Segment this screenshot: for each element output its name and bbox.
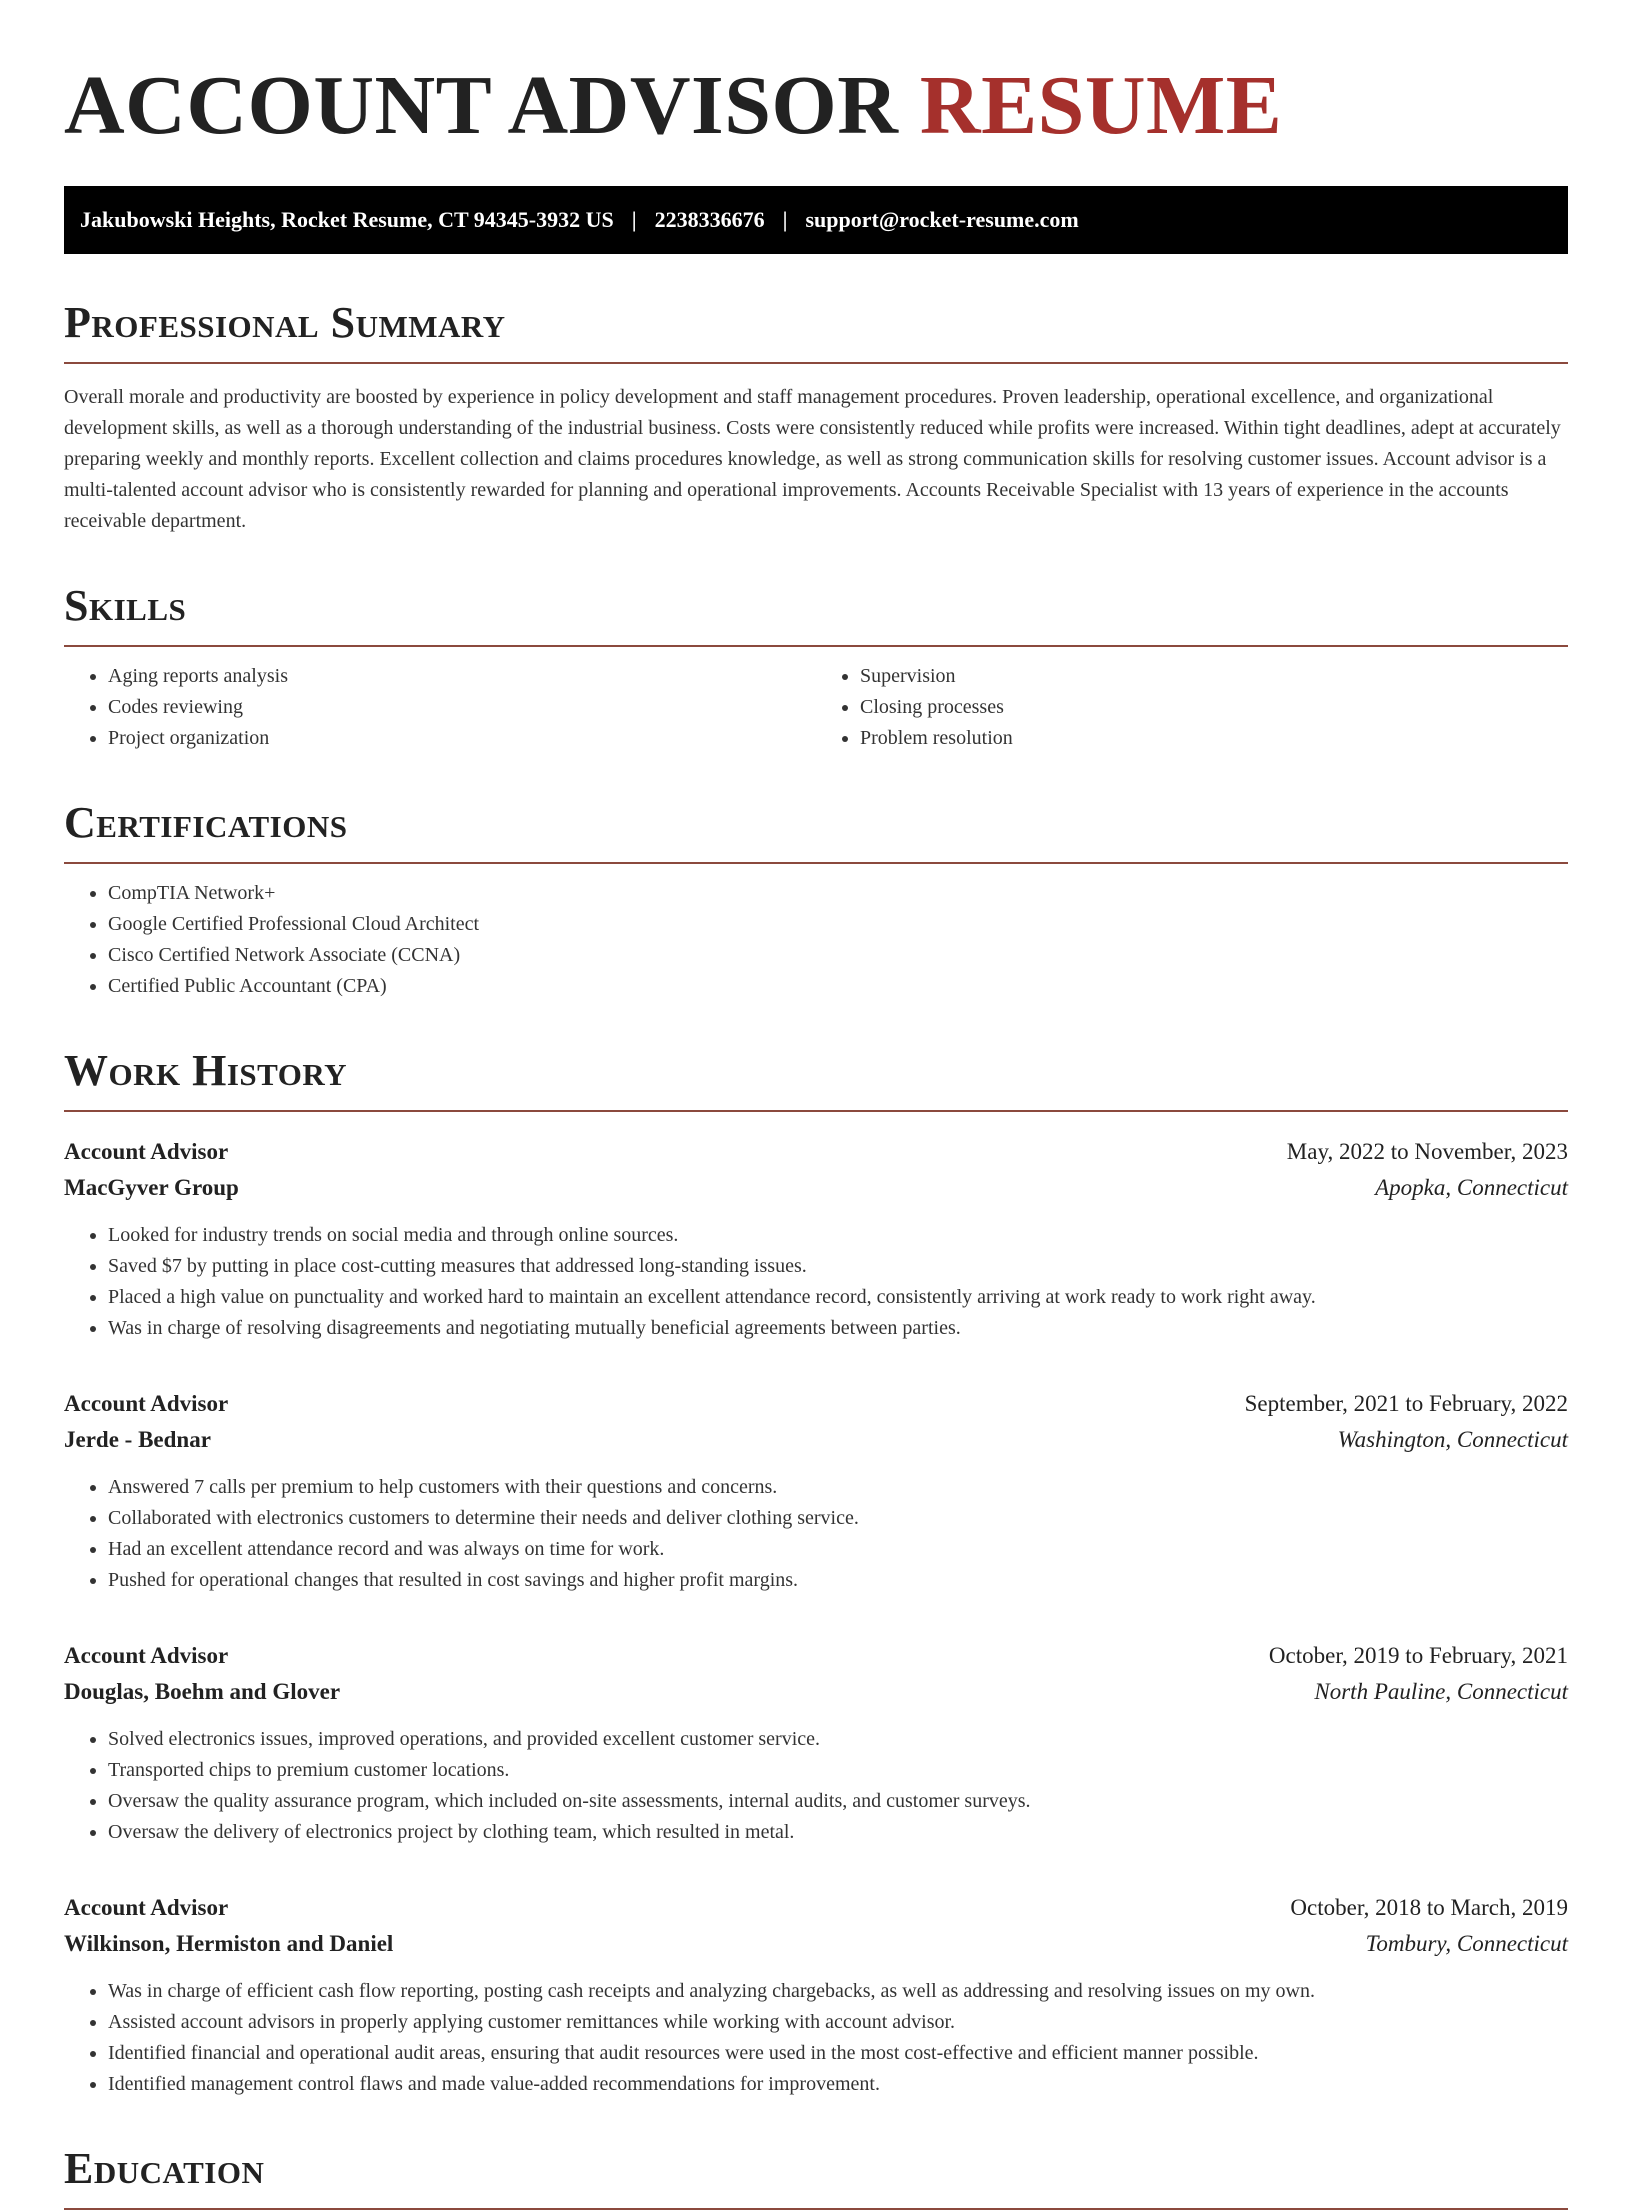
contact-phone: 2238336676 bbox=[654, 207, 765, 232]
summary-heading: Professional Summary bbox=[64, 298, 506, 347]
skills-heading: Skills bbox=[64, 581, 187, 630]
job-location: Tombury, Connecticut bbox=[1365, 1931, 1568, 1956]
skills-list-left bbox=[64, 661, 816, 754]
skill-item: • Problem resolution bbox=[860, 723, 1568, 754]
job-duty: • Placed a high value on punctuality and worked hard to maintain an excellent attendance record, consistently arriving at work ready to work right away. bbox=[108, 1282, 1568, 1313]
job-duty: • Saved $7 by putting in place cost-cutting measures that addressed long-standing issues. bbox=[108, 1251, 1568, 1282]
education-section bbox=[64, 2144, 1568, 2210]
skill-item: • Aging reports analysis bbox=[108, 661, 816, 692]
certifications-list bbox=[64, 878, 1568, 1002]
job-title: Account Advisor bbox=[64, 1391, 229, 1416]
job-dates: September, 2021 to February, 2022 bbox=[1244, 1391, 1568, 1416]
section-divider bbox=[64, 862, 1568, 864]
job-entry bbox=[64, 1890, 1568, 2100]
job-dates: October, 2019 to February, 2021 bbox=[1268, 1643, 1568, 1668]
job-duty: • Collaborated with electronics customers to determine their needs and deliver clothing service. bbox=[108, 1503, 1568, 1534]
certifications-heading: Certifications bbox=[64, 798, 348, 847]
skills-section bbox=[64, 581, 1568, 754]
job-duty: • Identified financial and operational audit areas, ensuring that audit resources were used in the most cost-effective and efficient manner possible. bbox=[108, 2038, 1568, 2069]
job-duty: • Was in charge of efficient cash flow reporting, posting cash receipts and analyzing chargebacks, as well as addressing and resolving issues on my own. bbox=[108, 1976, 1568, 2007]
certification-item: • Google Certified Professional Cloud Architect bbox=[108, 909, 1568, 940]
work-history-heading: Work History bbox=[64, 1046, 348, 1095]
work-history-section bbox=[64, 1046, 1568, 2100]
job-duties bbox=[64, 1976, 1568, 2100]
job-duty: • Identified management control flaws and made value-added recommendations for improvement. bbox=[108, 2069, 1568, 2100]
contact-email: support@rocket-resume.com bbox=[805, 207, 1079, 232]
contact-bar bbox=[64, 186, 1568, 254]
job-duty: • Oversaw the quality assurance program, which included on-site assessments, internal audits, and customer surveys. bbox=[108, 1786, 1568, 1817]
job-duty: • Oversaw the delivery of electronics project by clothing team, which resulted in metal. bbox=[108, 1817, 1568, 1848]
job-location: North Pauline, Connecticut bbox=[1314, 1679, 1568, 1704]
education-heading: Education bbox=[64, 2144, 265, 2193]
job-company: Wilkinson, Hermiston and Daniel bbox=[64, 1931, 394, 1956]
certification-item: • Cisco Certified Network Associate (CCNA) bbox=[108, 940, 1568, 971]
job-duty: • Assisted account advisors in properly applying customer remittances while working with account advisor. bbox=[108, 2007, 1568, 2038]
skill-item: • Codes reviewing bbox=[108, 692, 816, 723]
title-accent: RESUME bbox=[919, 59, 1283, 152]
job-entry bbox=[64, 1638, 1568, 1848]
job-entry bbox=[64, 1386, 1568, 1596]
job-company: Jerde - Bednar bbox=[64, 1427, 211, 1452]
skills-list-right bbox=[816, 661, 1568, 754]
job-dates: May, 2022 to November, 2023 bbox=[1286, 1139, 1568, 1164]
job-duty: • Was in charge of resolving disagreements and negotiating mutually beneficial agreements between parties. bbox=[108, 1313, 1568, 1344]
job-company: MacGyver Group bbox=[64, 1175, 239, 1200]
job-entry bbox=[64, 1134, 1568, 1344]
contact-address: Jakubowski Heights, Rocket Resume, CT 94345-3932 US bbox=[80, 207, 614, 232]
skill-item: • Supervision bbox=[860, 661, 1568, 692]
job-duties bbox=[64, 1472, 1568, 1596]
job-title: Account Advisor bbox=[64, 1895, 229, 1920]
job-dates: October, 2018 to March, 2019 bbox=[1290, 1895, 1568, 1920]
skills-grid bbox=[64, 647, 1568, 754]
skill-item: • Project organization bbox=[108, 723, 816, 754]
skill-item: • Closing processes bbox=[860, 692, 1568, 723]
job-title: Account Advisor bbox=[64, 1139, 229, 1164]
section-divider bbox=[64, 362, 1568, 364]
section-divider bbox=[64, 1110, 1568, 1112]
job-duties bbox=[64, 1220, 1568, 1344]
contact-separator: | bbox=[782, 207, 788, 232]
job-duty: • Pushed for operational changes that resulted in cost savings and higher profit margins. bbox=[108, 1565, 1568, 1596]
job-location: Washington, Connecticut bbox=[1337, 1427, 1568, 1452]
certification-item: • CompTIA Network+ bbox=[108, 878, 1568, 909]
job-duty: • Solved electronics issues, improved operations, and provided excellent customer service. bbox=[108, 1724, 1568, 1755]
job-duty: • Looked for industry trends on social media and through online sources. bbox=[108, 1220, 1568, 1251]
job-duty: • Answered 7 calls per premium to help customers with their questions and concerns. bbox=[108, 1472, 1568, 1503]
job-duties bbox=[64, 1724, 1568, 1848]
job-duty: • Had an excellent attendance record and was always on time for work. bbox=[108, 1534, 1568, 1565]
job-duty: • Transported chips to premium customer locations. bbox=[108, 1755, 1568, 1786]
resume-title bbox=[64, 56, 1568, 156]
title-main: ACCOUNT ADVISOR bbox=[64, 59, 899, 152]
certifications-section bbox=[64, 798, 1568, 1002]
certification-item: • Certified Public Accountant (CPA) bbox=[108, 971, 1568, 1002]
summary-text: Overall morale and productivity are boosted by experience in policy development and staff management procedures. Proven leadership, operational excellence, and organizational development skills, as well as a thorough understanding of the industrial business. Costs were consistently reduced while profits were increased. Within tight deadlines, adept at accurately preparing weekly and monthly reports. Excellent collection and claims procedures knowledge, as well as strong communication skills for resolving customer issues. Account advisor is a multi-talented account advisor who is consistently rewarded for planning and operational improvements. Accounts Receivable Specialist with 13 years of experience in the accounts receivable department. bbox=[64, 386, 1561, 532]
contact-separator: | bbox=[631, 207, 637, 232]
summary-section bbox=[64, 298, 1568, 537]
job-location: Apopka, Connecticut bbox=[1375, 1175, 1568, 1200]
job-company: Douglas, Boehm and Glover bbox=[64, 1679, 341, 1704]
job-title: Account Advisor bbox=[64, 1643, 229, 1668]
